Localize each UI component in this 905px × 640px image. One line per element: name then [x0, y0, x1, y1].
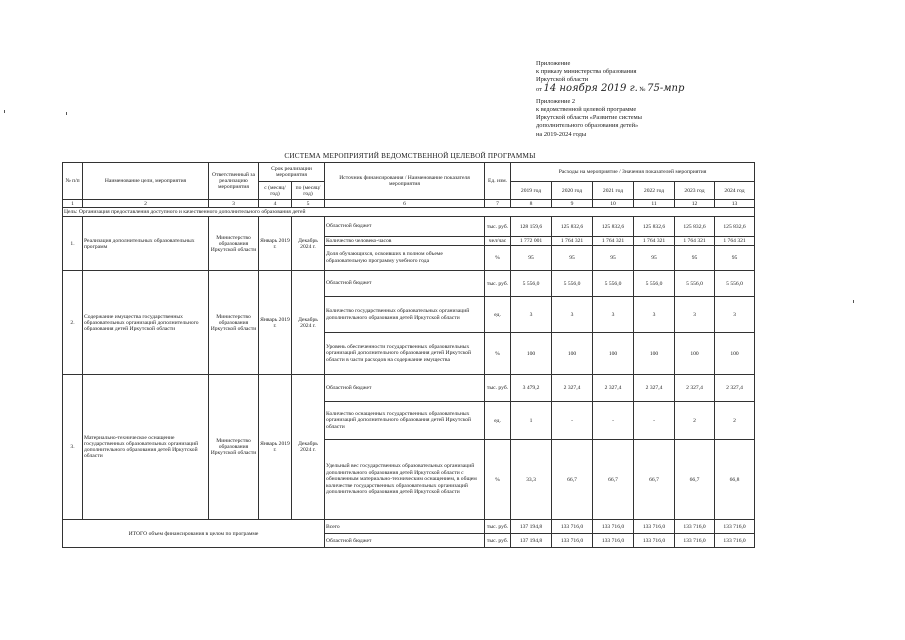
indicator-value: 1 772 001 — [511, 237, 552, 246]
indicator-value: 66,8 — [715, 440, 755, 520]
indicator-value: 1 764 321 — [715, 237, 755, 246]
indicator-value: 125 832,6 — [675, 217, 715, 237]
appendix-line: дополнительного образования детей» — [536, 122, 639, 130]
indicator-value: 100 — [593, 333, 634, 375]
indicator-value: 66,7 — [634, 440, 675, 520]
indicator-label: Удельный вес государственных образовательных организаций дополнительного образования детей Иркутской области с обновленным материально-техническим оснащением, в общем количестве государственных образовательных организаций дополнительного образования детей Иркутской области — [325, 440, 485, 520]
indicator-unit: % — [485, 333, 511, 375]
indicator-value: 2 327,4 — [552, 375, 593, 402]
indicator-value: 3 — [675, 297, 715, 333]
total-value: 137 194,8 — [511, 534, 552, 548]
goal-row: Цель: Организация предоставления доступного и качественного дополнительного образования детей — [63, 208, 755, 217]
total-value: 133 716,0 — [715, 534, 755, 548]
indicator-value: - — [552, 402, 593, 440]
indicator-value: 1 764 321 — [552, 237, 593, 246]
total-value: 133 716,0 — [634, 534, 675, 548]
indicator-value: 2 — [715, 402, 755, 440]
appendix-line: Приложение — [536, 60, 571, 67]
order-number-sign: № — [639, 85, 646, 93]
document-title: СИСТЕМА МЕРОПРИЯТИЙ ВЕДОМСТВЕННОЙ ЦЕЛЕВОЙ ПРОГРАММЫ — [284, 152, 536, 160]
header-responsible: Ответственный за реализацию мероприятия — [209, 163, 259, 200]
total-value: 133 716,0 — [675, 520, 715, 534]
header-source: Источник финансирования / Наименование показателя мероприятия — [325, 163, 485, 200]
indicator-value: 5 556,0 — [634, 271, 675, 297]
activity-to: Декабрь 2024 г. — [292, 217, 325, 271]
indicator-label: Областной бюджет — [325, 271, 485, 297]
activity-name: Содержание имущества государственных образовательных организаций дополнительного образования детей Иркутской области — [83, 271, 209, 375]
total-unit: тыс. руб. — [485, 534, 511, 548]
indicator-value: 2 327,4 — [675, 375, 715, 402]
column-number: 2 — [83, 200, 209, 208]
column-number: 8 — [511, 200, 552, 208]
indicator-value: 2 327,4 — [593, 375, 634, 402]
indicator-value: 100 — [675, 333, 715, 375]
indicator-value: 1 — [511, 402, 552, 440]
order-line — [536, 82, 766, 94]
indicator-unit: % — [485, 440, 511, 520]
activity-responsible: Министерство образования Иркутской области — [209, 375, 259, 520]
indicator-value: 33,3 — [511, 440, 552, 520]
appendix-line: Иркутской области — [536, 76, 589, 84]
header-name: Наименование цели, мероприятия — [83, 163, 209, 200]
indicator-value: 66,7 — [552, 440, 593, 520]
header-year: 2024 год — [715, 182, 755, 200]
total-source: Областной бюджет — [325, 534, 485, 548]
indicator-value: 2 327,4 — [634, 375, 675, 402]
total-label: ИТОГО объем финансирования в целом по программе — [63, 520, 325, 548]
indicator-value: 3 — [715, 297, 755, 333]
appendix-line: Иркутской области «Развитие системы — [536, 114, 642, 122]
indicator-value: 100 — [634, 333, 675, 375]
indicator-value: 3 — [634, 297, 675, 333]
activity-responsible: Министерство образования Иркутской области — [209, 217, 259, 271]
header-year: 2019 год — [511, 182, 552, 200]
column-number: 6 — [325, 200, 485, 208]
indicator-value: 100 — [552, 333, 593, 375]
header-year: 2023 год — [675, 182, 715, 200]
indicator-label: Областной бюджет — [325, 375, 485, 402]
indicator-unit: тыс. руб. — [485, 375, 511, 402]
activity-number: 2. — [63, 271, 83, 375]
indicator-value: 3 479,2 — [511, 375, 552, 402]
indicator-value: 3 — [552, 297, 593, 333]
indicator-value: 125 832,6 — [552, 217, 593, 237]
indicator-value: 125 832,6 — [634, 217, 675, 237]
indicator-value: 95 — [552, 246, 593, 271]
indicator-value: 1 764 321 — [675, 237, 715, 246]
column-number: 5 — [292, 200, 325, 208]
program-table — [62, 162, 755, 548]
indicator-value: 2 — [675, 402, 715, 440]
indicator-unit: тыс. руб. — [485, 271, 511, 297]
indicator-value: 5 556,0 — [715, 271, 755, 297]
header-from: с (месяц/ год) — [259, 182, 292, 200]
scan-speck — [66, 112, 67, 115]
total-value: 133 716,0 — [552, 534, 593, 548]
indicator-value: 1 764 321 — [634, 237, 675, 246]
header-period: Срок реализации мероприятия — [259, 163, 325, 182]
appendix-line: на 2019-2024 годы — [536, 130, 587, 138]
header-expenses: Расходы на мероприятие / Значения показателей мероприятия — [511, 163, 755, 182]
activity-from: Январь 2019 г. — [259, 217, 292, 271]
order-date-handwritten: 14 ноября 2019 г. — [543, 82, 638, 94]
indicator-value: 66,7 — [675, 440, 715, 520]
header-year: 2022 год — [634, 182, 675, 200]
header-year: 2020 год — [552, 182, 593, 200]
indicator-unit: ед. — [485, 297, 511, 333]
indicator-label: Количество оснащенных государственных образовательных организаций дополнительного образования детей Иркутской области — [325, 402, 485, 440]
indicator-value: 1 764 321 — [593, 237, 634, 246]
activity-number: 1. — [63, 217, 83, 271]
order-number-handwritten: 75-мпр — [647, 82, 685, 94]
appendix-line: к ведомственной целевой программе — [536, 106, 637, 114]
indicator-value: 5 556,0 — [675, 271, 715, 297]
total-source: Всего — [325, 520, 485, 534]
activity-number: 3. — [63, 375, 83, 520]
indicator-value: 5 556,0 — [552, 271, 593, 297]
column-number: 3 — [209, 200, 259, 208]
header-year: 2021 год — [593, 182, 634, 200]
header-unit: Ед. изм. — [485, 163, 511, 200]
total-value: 133 716,0 — [552, 520, 593, 534]
indicator-value: 5 556,0 — [593, 271, 634, 297]
indicator-value: 5 556,0 — [511, 271, 552, 297]
indicator-value: 100 — [715, 333, 755, 375]
activity-to: Декабрь 2024 г. — [292, 375, 325, 520]
indicator-value: 2 327,4 — [715, 375, 755, 402]
indicator-value: 95 — [675, 246, 715, 271]
indicator-value: 3 — [593, 297, 634, 333]
column-number: 13 — [715, 200, 755, 208]
indicator-value: 125 832,6 — [715, 217, 755, 237]
indicator-value: 125 832,6 — [593, 217, 634, 237]
total-value: 133 716,0 — [593, 534, 634, 548]
indicator-label: Доля обучающихся, освоивших в полном объеме образовательную программу учебного года — [325, 246, 485, 271]
appendix-line: Приложение 2 — [536, 97, 576, 105]
appendix-header — [536, 60, 766, 139]
scan-speck — [853, 300, 854, 303]
indicator-label: Количество государственных образовательных организаций дополнительного образования детей Иркутской области — [325, 297, 485, 333]
activity-name: Материально-техническое оснащение государственных образовательных организаций дополнительного образования детей Иркутской области — [83, 375, 209, 520]
indicator-value: - — [593, 402, 634, 440]
activity-from: Январь 2019 г. — [259, 271, 292, 375]
total-value: 137 194,8 — [511, 520, 552, 534]
indicator-label: Областной бюджет — [325, 217, 485, 237]
activity-to: Декабрь 2024 г. — [292, 271, 325, 375]
indicator-value: 95 — [593, 246, 634, 271]
total-value: 133 716,0 — [675, 534, 715, 548]
indicator-value: 128 159,6 — [511, 217, 552, 237]
total-unit: тыс. руб. — [485, 520, 511, 534]
indicator-unit: чел/час — [485, 237, 511, 246]
indicator-unit: тыс. руб. — [485, 217, 511, 237]
indicator-value: 3 — [511, 297, 552, 333]
indicator-value: 95 — [511, 246, 552, 271]
activity-name: Реализация дополнительных образовательных программ — [83, 217, 209, 271]
indicator-label: Количество человеко-часов — [325, 237, 485, 246]
column-number: 10 — [593, 200, 634, 208]
activity-responsible: Министерство образования Иркутской области — [209, 271, 259, 375]
activity-from: Январь 2019 г. — [259, 375, 292, 520]
indicator-value: 95 — [715, 246, 755, 271]
indicator-value: - — [634, 402, 675, 440]
indicator-value: 95 — [634, 246, 675, 271]
total-value: 133 716,0 — [634, 520, 675, 534]
header-to: по (месяц/ год) — [292, 182, 325, 200]
total-value: 133 716,0 — [715, 520, 755, 534]
appendix-line: к приказу министерства образования — [536, 68, 637, 76]
indicator-value: 100 — [511, 333, 552, 375]
column-number: 9 — [552, 200, 593, 208]
order-prefix: от — [536, 85, 542, 93]
indicator-unit: % — [485, 246, 511, 271]
indicator-label: Уровень обеспеченности государственных образовательных организаций дополнительного образования детей Иркутской области в части расходов на содержание имущества — [325, 333, 485, 375]
column-number: 1 — [63, 200, 83, 208]
total-value: 133 716,0 — [593, 520, 634, 534]
column-number: 11 — [634, 200, 675, 208]
column-number: 12 — [675, 200, 715, 208]
column-number: 4 — [259, 200, 292, 208]
scan-speck — [4, 110, 5, 113]
indicator-unit: ед. — [485, 402, 511, 440]
header-num: № п/п — [63, 163, 83, 200]
indicator-value: 66,7 — [593, 440, 634, 520]
column-number: 7 — [485, 200, 511, 208]
